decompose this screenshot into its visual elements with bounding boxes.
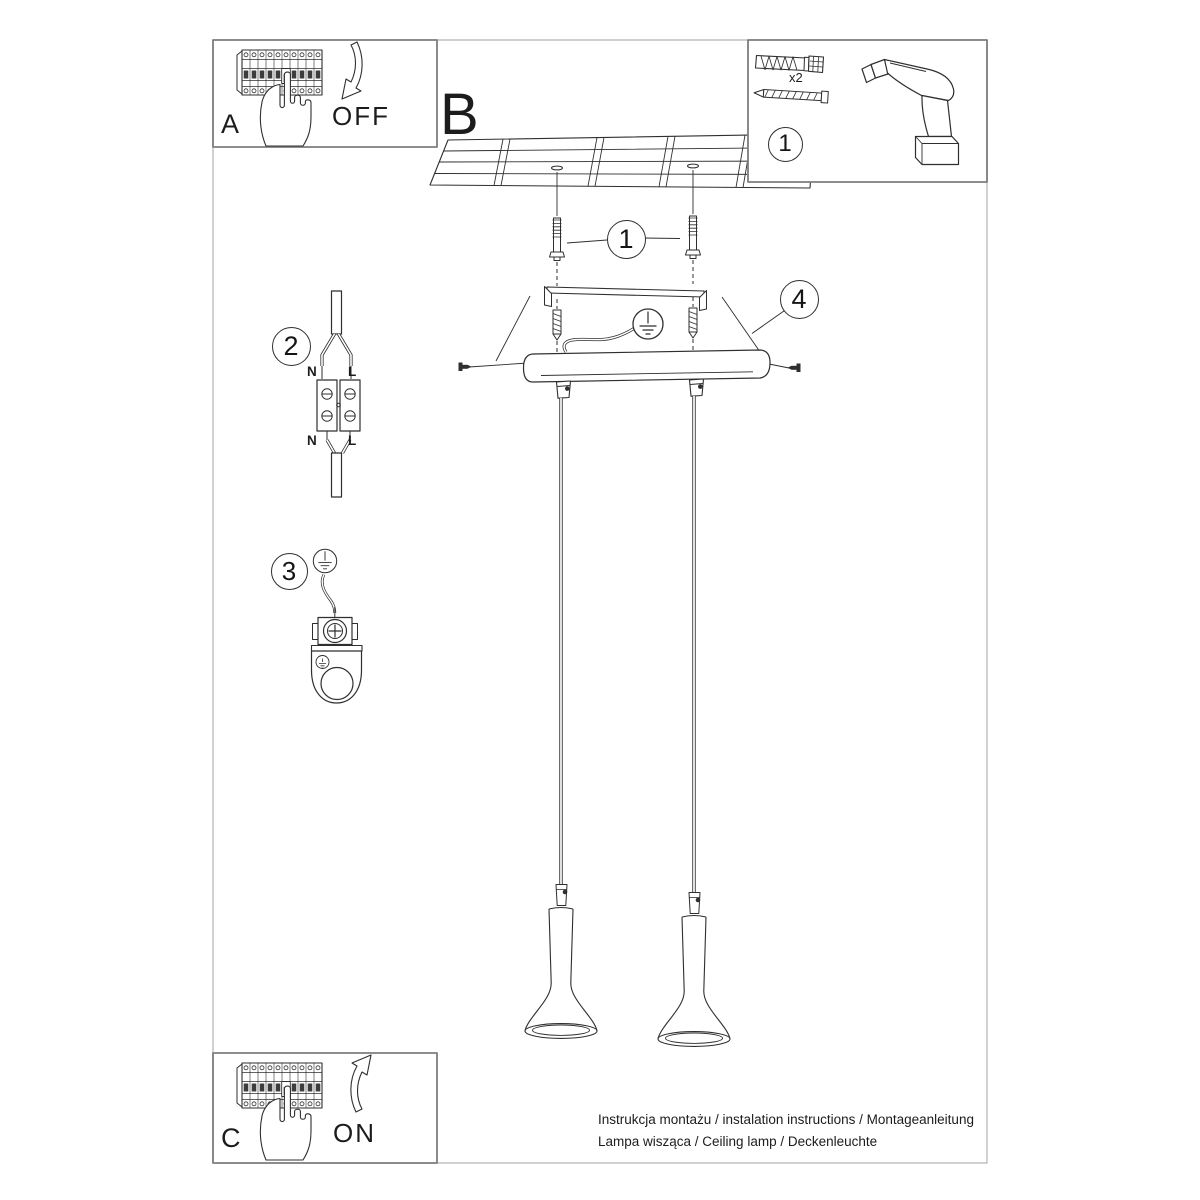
- terminal-label-n-top: N: [307, 364, 317, 379]
- terminal-label-l-bottom: L: [348, 433, 357, 448]
- anchors-quantity-label: x2: [789, 70, 803, 85]
- parts-box-number-badge: 1: [768, 127, 803, 162]
- side-screw-left: [459, 363, 472, 372]
- step-a-label: A: [221, 109, 240, 139]
- wiring-step-badge: 2: [272, 327, 311, 366]
- callout-4-leader: [752, 310, 786, 334]
- expansion-anchor-left: [553, 262, 561, 354]
- ground-wire: [564, 329, 634, 353]
- grounding-diagram: [312, 549, 363, 703]
- mounting-screw-left: [550, 218, 565, 261]
- footer-product-line: Lampa wisząca / Ceiling lamp / Deckenleuchte: [598, 1134, 878, 1149]
- bracket-callout-badge: 4: [780, 280, 819, 319]
- screws-callout-badge: 1: [607, 220, 646, 259]
- lamp-shade-left: [525, 885, 597, 1039]
- power-off-step-box: [213, 40, 437, 147]
- power-on-text: ON: [333, 1118, 376, 1148]
- footer-title-line: Instrukcja montażu / instalation instructions / Montageanleitung: [598, 1112, 974, 1127]
- lamp-holder-body: [312, 646, 363, 704]
- pendant-cords: [561, 396, 694, 892]
- terminal-block-left: [317, 380, 337, 431]
- cable-top: [332, 291, 342, 334]
- terminal-label-l-top: L: [348, 364, 357, 379]
- ground-clamp: [313, 618, 358, 645]
- cord-grip-right: [690, 379, 704, 396]
- mounting-bar: [545, 287, 707, 311]
- step-b-label: B: [440, 82, 479, 147]
- sheet-frame: [213, 40, 987, 1163]
- canopy: [524, 350, 771, 382]
- side-screw-right: [788, 364, 801, 373]
- terminal-label-n-bottom: N: [307, 433, 317, 448]
- power-on-step-box: [213, 1053, 437, 1163]
- step-c-label: C: [221, 1123, 241, 1153]
- cord-grip-left: [557, 381, 571, 398]
- lamp-shade-right: [658, 893, 730, 1047]
- expansion-anchor-right: [689, 260, 697, 352]
- power-off-text: OFF: [332, 101, 390, 131]
- earth-symbol-small-icon: [313, 549, 336, 572]
- earth-symbol-icon: [633, 309, 663, 339]
- mounting-bracket-assembly: [459, 260, 801, 398]
- mounting-screw-right: [686, 216, 701, 259]
- wiring-diagram: [317, 291, 360, 497]
- cable-bottom: [332, 453, 342, 497]
- grounding-step-badge: 3: [271, 553, 308, 590]
- terminal-block-right: [340, 380, 360, 431]
